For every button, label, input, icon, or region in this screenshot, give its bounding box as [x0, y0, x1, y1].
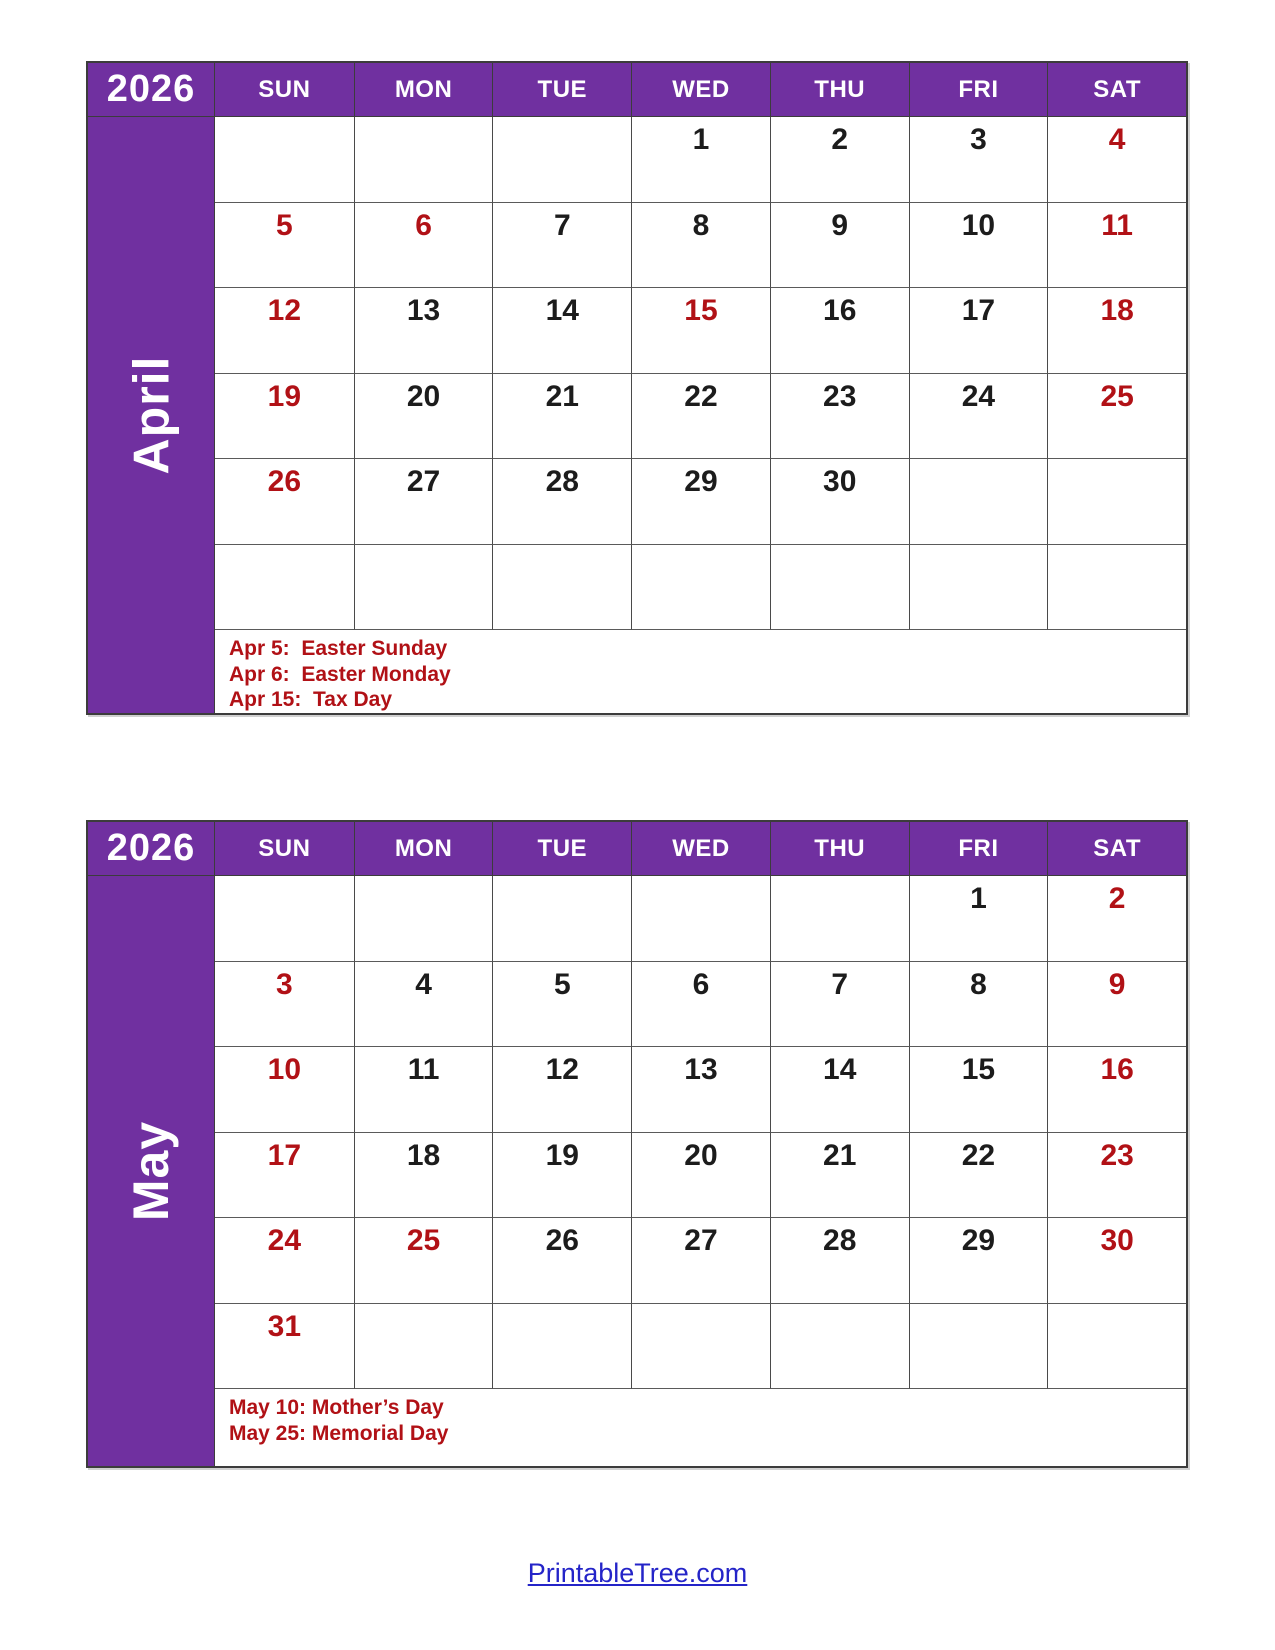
day-cell-april-13: 13	[354, 288, 493, 374]
month-sidebar	[88, 876, 215, 1466]
day-cell-may-26: 26	[492, 1218, 631, 1304]
day-cell-april-14: 14	[492, 288, 631, 374]
day-cell-april-24: 24	[909, 374, 1048, 460]
day-cell-april-19: 19	[215, 374, 354, 460]
day-cell-empty	[492, 1304, 631, 1390]
weekday-header-mon: MON	[354, 822, 493, 876]
day-cell-empty	[492, 545, 631, 631]
day-cell-may-20: 20	[631, 1133, 770, 1219]
day-cell-april-26: 26	[215, 459, 354, 545]
day-cell-may-17: 17	[215, 1133, 354, 1219]
day-cell-may-3: 3	[215, 962, 354, 1048]
month-sidebar	[88, 117, 215, 713]
day-cell-empty	[631, 1304, 770, 1390]
year-label: 2026	[88, 822, 215, 876]
day-cell-empty	[354, 117, 493, 203]
day-cell-may-6: 6	[631, 962, 770, 1048]
day-cell-april-3: 3	[909, 117, 1048, 203]
day-cell-april-30: 30	[770, 459, 909, 545]
day-cell-empty	[354, 1304, 493, 1390]
day-cell-april-5: 5	[215, 203, 354, 289]
weekday-header-sat: SAT	[1047, 63, 1186, 117]
month-label: May	[122, 1120, 179, 1222]
weekday-header-wed: WED	[631, 63, 770, 117]
day-cell-april-10: 10	[909, 203, 1048, 289]
weekday-header-tue: TUE	[492, 822, 631, 876]
day-cell-empty	[215, 876, 354, 962]
holiday-note: May 25: Memorial Day	[229, 1421, 449, 1445]
weekday-header-thu: THU	[770, 822, 909, 876]
day-cell-may-9: 9	[1047, 962, 1186, 1048]
holiday-notes	[215, 630, 1186, 713]
weekday-header-mon: MON	[354, 63, 493, 117]
day-cell-empty	[1047, 1304, 1186, 1390]
day-cell-empty	[770, 1304, 909, 1390]
day-cell-april-17: 17	[909, 288, 1048, 374]
weekday-header-row	[215, 63, 1186, 117]
day-cell-may-25: 25	[354, 1218, 493, 1304]
day-cell-may-1: 1	[909, 876, 1048, 962]
calendar-header-row	[88, 822, 1186, 876]
day-cell-empty	[354, 545, 493, 631]
day-cell-april-28: 28	[492, 459, 631, 545]
day-cell-may-13: 13	[631, 1047, 770, 1133]
day-cell-empty	[492, 117, 631, 203]
day-cell-empty	[770, 545, 909, 631]
weeks-grid	[215, 876, 1186, 1389]
day-cell-april-20: 20	[354, 374, 493, 460]
weekday-header-sat: SAT	[1047, 822, 1186, 876]
weekday-header-sun: SUN	[215, 63, 354, 117]
day-cell-empty	[631, 545, 770, 631]
day-cell-empty	[215, 545, 354, 631]
calendar-grid-area	[215, 117, 1186, 713]
year-label: 2026	[88, 63, 215, 117]
weekday-header-thu: THU	[770, 63, 909, 117]
calendar-body	[88, 117, 1186, 713]
day-cell-may-24: 24	[215, 1218, 354, 1304]
month-label: April	[123, 355, 179, 475]
weekday-header-fri: FRI	[909, 822, 1048, 876]
day-cell-april-25: 25	[1047, 374, 1186, 460]
day-cell-may-21: 21	[770, 1133, 909, 1219]
day-cell-may-23: 23	[1047, 1133, 1186, 1219]
day-cell-may-30: 30	[1047, 1218, 1186, 1304]
day-cell-empty	[909, 545, 1048, 631]
day-cell-april-27: 27	[354, 459, 493, 545]
holiday-note: Apr 5: Easter Sunday	[229, 637, 448, 660]
weekday-header-row	[215, 822, 1186, 876]
day-cell-april-6: 6	[354, 203, 493, 289]
day-cell-may-19: 19	[492, 1133, 631, 1219]
day-cell-empty	[1047, 545, 1186, 631]
day-cell-april-29: 29	[631, 459, 770, 545]
calendar-body	[88, 876, 1186, 1466]
day-cell-april-9: 9	[770, 203, 909, 289]
day-cell-empty	[354, 876, 493, 962]
day-cell-may-12: 12	[492, 1047, 631, 1133]
day-cell-may-31: 31	[215, 1304, 354, 1390]
day-cell-may-14: 14	[770, 1047, 909, 1133]
day-cell-april-2: 2	[770, 117, 909, 203]
day-cell-april-7: 7	[492, 203, 631, 289]
day-cell-empty	[770, 876, 909, 962]
holiday-note: Apr 6: Easter Monday	[229, 662, 451, 686]
holiday-notes	[215, 1389, 1186, 1466]
day-cell-may-22: 22	[909, 1133, 1048, 1219]
footer	[0, 1558, 1275, 1589]
day-cell-april-15: 15	[631, 288, 770, 374]
day-cell-april-22: 22	[631, 374, 770, 460]
day-cell-may-29: 29	[909, 1218, 1048, 1304]
weeks-grid	[215, 117, 1186, 630]
calendar-may-2026	[86, 820, 1188, 1468]
day-cell-empty	[909, 1304, 1048, 1390]
day-cell-may-2: 2	[1047, 876, 1186, 962]
weekday-header-wed: WED	[631, 822, 770, 876]
calendar-april-2026	[86, 61, 1188, 715]
day-cell-empty	[215, 117, 354, 203]
day-cell-april-21: 21	[492, 374, 631, 460]
day-cell-may-10: 10	[215, 1047, 354, 1133]
day-cell-may-18: 18	[354, 1133, 493, 1219]
day-cell-empty	[492, 876, 631, 962]
day-cell-may-8: 8	[909, 962, 1048, 1048]
day-cell-april-16: 16	[770, 288, 909, 374]
day-cell-april-11: 11	[1047, 203, 1186, 289]
day-cell-april-1: 1	[631, 117, 770, 203]
printabletree-link[interactable]: PrintableTree.com	[527, 1558, 748, 1588]
day-cell-may-27: 27	[631, 1218, 770, 1304]
day-cell-april-4: 4	[1047, 117, 1186, 203]
day-cell-may-28: 28	[770, 1218, 909, 1304]
day-cell-may-5: 5	[492, 962, 631, 1048]
day-cell-may-4: 4	[354, 962, 493, 1048]
weekday-header-sun: SUN	[215, 822, 354, 876]
day-cell-april-12: 12	[215, 288, 354, 374]
day-cell-empty	[631, 876, 770, 962]
day-cell-may-11: 11	[354, 1047, 493, 1133]
day-cell-may-15: 15	[909, 1047, 1048, 1133]
day-cell-april-18: 18	[1047, 288, 1186, 374]
day-cell-empty	[909, 459, 1048, 545]
holiday-note: Apr 15: Tax Day	[229, 688, 393, 712]
day-cell-may-16: 16	[1047, 1047, 1186, 1133]
calendar-grid-area	[215, 876, 1186, 1466]
calendar-header-row	[88, 63, 1186, 117]
weekday-header-tue: TUE	[492, 63, 631, 117]
day-cell-may-7: 7	[770, 962, 909, 1048]
day-cell-empty	[1047, 459, 1186, 545]
holiday-note: May 10: Mother’s Day	[229, 1396, 444, 1419]
weekday-header-fri: FRI	[909, 63, 1048, 117]
day-cell-april-23: 23	[770, 374, 909, 460]
day-cell-april-8: 8	[631, 203, 770, 289]
